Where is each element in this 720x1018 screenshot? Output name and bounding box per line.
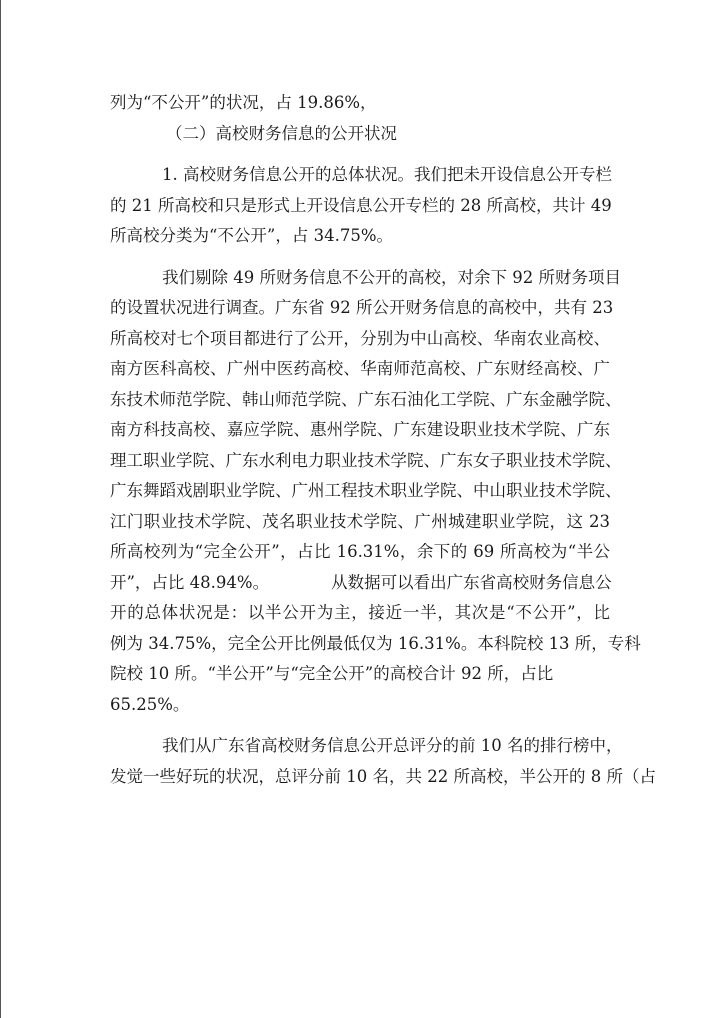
- text-line: 例为 34.75%，完全公开比例最低仅为 16.31%。本科院校 13 所，专科: [110, 633, 641, 653]
- text-line: 广东舞蹈戏剧职业学院、广州工程技术职业学院、中山职业技术学院、: [110, 481, 622, 500]
- text-fragment: 开”，占比 48.94%。: [110, 572, 270, 592]
- text-line: 65.25%。: [110, 694, 190, 714]
- paragraph-continuation: [110, 88, 610, 119]
- text-line: 我们剔除 49 所财务信息不公开的高校，对余下 92 所财务项目: [162, 267, 621, 287]
- text-line: 东技术师范学院、韩山师范学院、广东石油化工学院、广东金融学院、: [110, 389, 622, 409]
- text-line: 院校 10 所。“半公开”与“完全公开”的高校合计 92 所，占比: [110, 664, 554, 683]
- text-line: 所高校对七个项目都进行了公开，分别为中山高校、华南农业高校、: [110, 328, 610, 348]
- text-fragment: 从数据可以看出广东省高校财务信息公: [331, 572, 612, 592]
- text-line: 发觉一些好玩的状况，总评分前 10 名，共 22 所高校，半公开的 8 所（占: [110, 766, 656, 786]
- text-line: 南方医科高校、广州中医药高校、华南师范高校、广东财经高校、广: [110, 359, 610, 378]
- text-line: 南方科技高校、嘉应学院、惠州学院、广东建设职业技术学院、广东: [110, 420, 610, 439]
- paragraph-ranking: [110, 731, 656, 792]
- text-line: 开的总体状况是：以半公开为主，接近一半，其次是“不公开”，比: [110, 603, 610, 622]
- paragraph-overall-status: [110, 160, 610, 252]
- text-line: 的设置状况进行调查。广东省 92 所公开财务信息的高校中，共有 23: [110, 298, 614, 317]
- text-line: 所高校列为“完全公开”，占比 16.31%，余下的 69 所高校为“半公: [110, 542, 610, 561]
- text-line: 江门职业技术学院、茂名职业技术学院、广州城建职业学院，这 23: [110, 511, 610, 531]
- heading-text: （二）高校财务信息的公开状况: [166, 123, 397, 143]
- paragraph-project-survey: [110, 263, 641, 721]
- document-body: [110, 88, 656, 792]
- text-line: 1. 高校财务信息公开的总体状况。我们把未开设信息公开专栏: [162, 165, 612, 184]
- text-line: [110, 568, 610, 599]
- text-line: 的 21 所高校和只是形式上开设信息公开专栏的 28 所高校，共计 49: [110, 195, 612, 215]
- text-line: 理工职业学院、广东水利电力职业技术学院、广东女子职业技术学院、: [110, 450, 622, 470]
- text-line: 所高校分类为“不公开”，占 34.75%。: [110, 226, 394, 245]
- text-line: 列为“不公开”的状况，占 19.86%，: [110, 93, 377, 112]
- page-left-border: [0, 0, 1, 1018]
- text-line: 我们从广东省高校财务信息公开总评分的前 10 名的排行榜中，: [162, 736, 623, 755]
- section-heading: [110, 119, 610, 150]
